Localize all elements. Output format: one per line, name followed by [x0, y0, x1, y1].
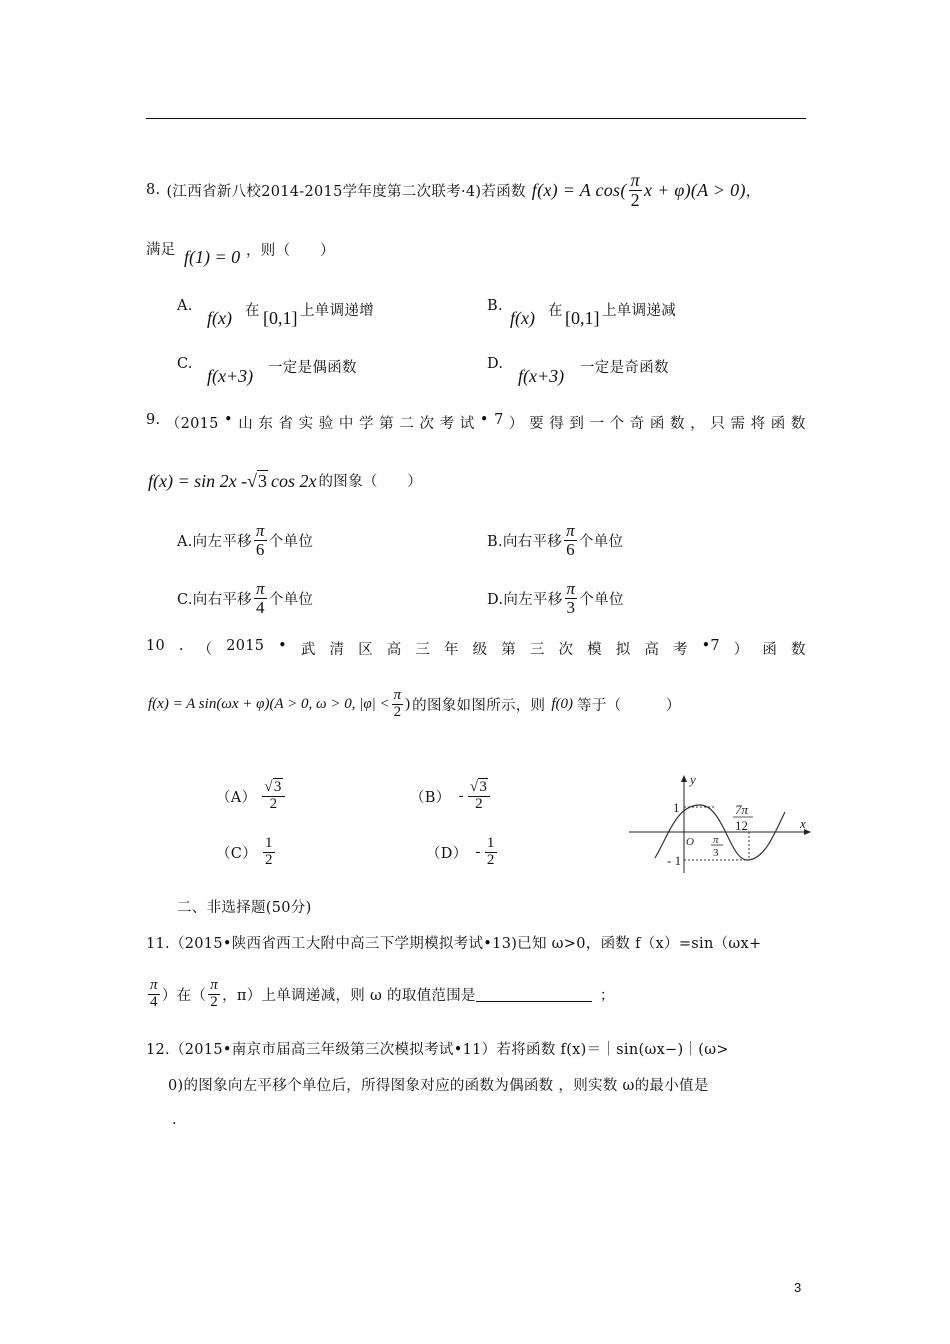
- q9-line1-char: 函: [770, 416, 786, 432]
- q9-sqrt-arg: 3: [258, 471, 268, 491]
- q10-line1: [146, 638, 806, 659]
- q10-opt-b-den: 2: [475, 795, 483, 812]
- q9-option-a: [177, 522, 313, 559]
- graph-tick2-den: 3: [713, 847, 719, 859]
- q9-func: f(x) = sin 2x -: [148, 470, 248, 491]
- q12-line2: 0)的图象向左平移个单位后，所得图象对应的函数为偶函数 ，则实数 ω的最小值是: [168, 1078, 709, 1094]
- q8-opt-a-func: f(x): [207, 308, 232, 328]
- q10-line1-char: 第: [501, 642, 517, 658]
- q8-option-c: [177, 356, 193, 372]
- graph-tick1-den: 12: [735, 818, 748, 833]
- q8-opt-a-zai: 在: [245, 303, 260, 319]
- q10-line1-char: （: [197, 642, 213, 658]
- q9-line1-char: ，: [690, 416, 705, 432]
- q10-opt-b-sign: -: [458, 787, 464, 804]
- q10-option-b: [410, 780, 492, 813]
- q10-opt-b-sqrt: 3: [479, 779, 488, 795]
- graph-y-arrow: [681, 775, 687, 782]
- q11-mid2: ，π）上单调递减，则 ω 的取值范围是: [222, 987, 476, 1004]
- q11-mid1: ）在（: [161, 987, 207, 1004]
- q8-func-rhs: x + φ)(A > 0): [643, 179, 746, 200]
- q10-opt-d-label: （D）: [426, 845, 468, 862]
- q9-line1-char: 二: [399, 416, 415, 432]
- q10-opt-a-label: （A）: [216, 789, 257, 806]
- q9-opt-b-pre: B.向右平移: [487, 533, 563, 550]
- q11-frac2-den: 2: [210, 993, 219, 1010]
- q10-line1-char: 高: [644, 642, 660, 658]
- q11-line1: 11.（2015•陕西省西工大附中高三下学期模拟考试•13)已知 ω>0，函数 f（x）=sin（ωx+: [146, 936, 762, 952]
- q10-line1-char: 拟: [615, 642, 631, 658]
- q10-func: f(x) = A sin(ωx + φ)(A > 0, ω > 0, |φ| <: [148, 695, 390, 712]
- q11-frac2: [208, 978, 220, 1011]
- q10-pi-over-2: [392, 688, 404, 721]
- q11-answer-blank[interactable]: [476, 987, 592, 1002]
- q10-line1-char: 三: [415, 642, 431, 658]
- q9-opt-a-pre: A.向左平移: [177, 533, 252, 550]
- q8-opt-b-text: 上单调递减: [602, 303, 676, 319]
- q10-opt-b-frac: [468, 780, 490, 813]
- q9-opt-a-den: 6: [255, 539, 265, 559]
- q8-opt-b-func: f(x): [510, 308, 535, 328]
- q9-line1-char: •: [479, 412, 489, 428]
- q8-line2: [146, 238, 176, 259]
- q10-line1-char: 函: [762, 642, 778, 658]
- q10-opt-c-den: 2: [265, 851, 273, 868]
- q9-line1-char: 将: [750, 416, 766, 432]
- q9-opt-d-den: 3: [566, 597, 576, 617]
- q9-line1-char: 个: [609, 416, 625, 432]
- q10-frac-num: π: [393, 687, 402, 703]
- q8-line1: [146, 168, 761, 212]
- q9-line1-char: 山: [238, 416, 253, 432]
- q9-opt-d-num: π: [566, 579, 576, 598]
- q9-line1-char: 第: [379, 416, 394, 432]
- q8-option-a: [177, 298, 193, 314]
- q9-opt-b-frac: [564, 522, 577, 559]
- q11-frac1-num: π: [150, 977, 158, 993]
- q9-line1-char: 只: [710, 416, 726, 432]
- graph-origin-label: O: [686, 836, 694, 848]
- q10-opt-b-num: √3: [468, 780, 490, 797]
- page-number: 3: [794, 1280, 802, 1295]
- q10-opt-a-den: 2: [269, 795, 278, 812]
- q9-line1-char: 考: [439, 416, 455, 432]
- q8-opt-d-label: D.: [487, 356, 504, 372]
- q10-line1-char: 区: [358, 642, 373, 658]
- q8-line2-b: ，则（ ）: [246, 243, 335, 259]
- q9-line1-char: 一: [589, 416, 605, 432]
- q8-option-d: [487, 356, 503, 372]
- q9-opt-a-num: π: [255, 521, 265, 540]
- q8-opt-c-label: C.: [177, 356, 193, 372]
- q9-line1-char: 数: [670, 416, 685, 432]
- q10-line1-char: •: [278, 638, 288, 654]
- q11-end: ；: [599, 987, 615, 1004]
- q9-opt-d-post: 个单位: [579, 591, 624, 608]
- q8-source: (江西省新八校2014-2015学年度第二次联考·4): [166, 183, 482, 200]
- q8-opt-d-func: f(x+3): [518, 366, 565, 386]
- q11-frac1-den: 4: [150, 993, 158, 1010]
- q9-option-d: [487, 580, 624, 617]
- q8-opt-d-text: 一定是奇函数: [580, 360, 669, 376]
- q11-line2: [146, 978, 615, 1011]
- q8-opt-c-func: f(x+3): [207, 366, 254, 386]
- q9-func-tail: cos 2x: [271, 470, 317, 491]
- q10-opt-c-frac: [263, 836, 275, 869]
- q10-tail2: 等于（ ）: [577, 697, 681, 714]
- q8-option-b: [487, 298, 503, 314]
- q9-line1-char: 次: [419, 416, 435, 432]
- q9-line1-char: 试: [459, 416, 475, 432]
- q10-line1-char: 模: [587, 642, 602, 658]
- q9-option-c: [177, 580, 313, 617]
- q10-line1-char: 三: [529, 642, 545, 658]
- q12-line1: 12.（2015•南京市届高三年级第三次模拟考试•11）若将函数 f(x)＝｜sin(ωx−)｜(ω>: [146, 1042, 729, 1058]
- q10-opt-a-frac: [262, 780, 284, 813]
- graph-tick1-num: 7π: [735, 802, 749, 817]
- q9-sqrt-sign: √: [247, 470, 258, 491]
- q9-function: [148, 470, 422, 492]
- q10-opt-c-label: （C）: [216, 845, 257, 862]
- q10-line1-char: 武: [300, 642, 316, 658]
- q9-opt-b-post: 个单位: [578, 533, 624, 550]
- q10-line1-char: 考: [672, 642, 688, 658]
- q8-stem: 若函数: [481, 183, 526, 200]
- q9-line1-char: （2015: [165, 416, 219, 432]
- graph-y-label: y: [690, 772, 696, 787]
- q9-line1-char: 要: [529, 416, 544, 432]
- q10-line1-char: 级: [472, 642, 488, 658]
- q9-line1-char: 实: [298, 416, 314, 432]
- q10-func-close: ): [405, 695, 411, 712]
- q9-opt-d-pre: D.向左平移: [487, 591, 563, 608]
- q9-line1-char: 省: [278, 416, 294, 432]
- q10-line1-char: 10: [146, 638, 166, 654]
- q10-line1-char: 年: [443, 642, 459, 658]
- q10-opt-d-frac: [485, 836, 497, 869]
- q9-opt-a-frac: [254, 522, 267, 559]
- q11-frac1: [148, 978, 160, 1011]
- q10-line1-char: 数: [791, 642, 806, 658]
- q9-opt-b-num: π: [566, 521, 575, 540]
- graph-y-bottom-label: - 1: [667, 853, 682, 868]
- q9-line1-char: ）: [508, 416, 524, 432]
- q9-opt-d-frac: [565, 580, 578, 617]
- q10-line1-char: •7: [701, 638, 720, 654]
- q10-option-d: [426, 836, 499, 869]
- q10-line1-char: .: [178, 638, 184, 654]
- q9-line1-char: 到: [569, 416, 585, 432]
- q9-line1-char: 中: [338, 416, 354, 432]
- q9-tail: 的图象（ ）: [318, 474, 423, 490]
- q9-line1-char: 学: [359, 416, 374, 432]
- q8-condition: f(1) = 0: [184, 247, 241, 267]
- q9-opt-a-post: 个单位: [268, 533, 314, 550]
- q9-line1-char: 奇: [629, 416, 645, 432]
- q9-opt-c-num: π: [256, 579, 265, 598]
- q9-option-b: [487, 522, 623, 559]
- q10-f0: f(0): [551, 695, 574, 712]
- q10-option-a: [216, 780, 287, 813]
- graph-tick2-num: π: [713, 834, 719, 846]
- q10-opt-d-sign: -: [475, 843, 481, 860]
- q8-number: 8.: [146, 182, 161, 198]
- q9-line1-char: 9.: [146, 412, 161, 428]
- q8-opt-a-interval: [0,1]: [263, 308, 298, 328]
- q10-opt-a-num: √3: [262, 780, 284, 797]
- q8-comma: ，: [745, 183, 761, 200]
- q9-opt-c-den: 4: [256, 597, 265, 617]
- q9-opt-c-post: 个单位: [268, 591, 314, 608]
- q9-line1-char: 验: [318, 416, 334, 432]
- q8-frac-num: π: [630, 169, 640, 190]
- q10-sine-graph: [625, 772, 815, 877]
- q8-opt-b-interval: [0,1]: [565, 308, 600, 328]
- q8-opt-b-zai: 在: [548, 303, 563, 319]
- q8-opt-b-label: B.: [487, 298, 503, 314]
- q10-opt-d-num: 1: [486, 835, 495, 851]
- q9-line1-char: 得: [549, 416, 565, 432]
- header-rule: [146, 118, 806, 119]
- q9-line1-char: 函: [649, 416, 665, 432]
- q8-func-lhs: f(x) = A cos(: [531, 179, 627, 200]
- q9-line1: [146, 412, 806, 433]
- q10-frac-den: 2: [393, 703, 402, 720]
- q12-line3: .: [172, 1112, 177, 1128]
- q10-opt-b-label: （B）: [410, 789, 451, 806]
- q9-opt-b-den: 6: [566, 539, 575, 559]
- q11-frac2-num: π: [210, 977, 219, 993]
- q9-opt-c-frac: [254, 580, 267, 617]
- q10-line1-char: 清: [329, 642, 345, 658]
- q9-line1-char: 东: [258, 416, 274, 432]
- q8-opt-a-label: A.: [177, 298, 193, 314]
- q9-line1-char: •: [224, 412, 233, 428]
- q10-line1-char: 2015: [226, 638, 265, 654]
- q9-opt-c-pre: C.向右平移: [177, 591, 252, 608]
- q10-tail: 的图象如图所示，则: [412, 697, 546, 714]
- section-2-heading: 二、非选择题(50分): [177, 900, 312, 916]
- q10-line1-char: ）: [733, 642, 749, 658]
- q8-opt-a-text: 上单调递增: [300, 303, 374, 319]
- q10-line1-char: 次: [558, 642, 574, 658]
- q9-line1-char: 数: [790, 416, 806, 432]
- q8-opt-c-text: 一定是偶函数: [268, 360, 357, 376]
- q10-opt-c-num: 1: [265, 835, 273, 851]
- q10-opt-a-sqrt: 3: [273, 779, 282, 795]
- q10-line1-char: 高: [386, 642, 402, 658]
- graph-x-label: x: [800, 816, 806, 831]
- q10-function: [148, 688, 681, 721]
- graph-y-top-label: 1: [673, 800, 680, 815]
- q8-frac-den: 2: [630, 189, 640, 210]
- q8-pi-over-2: [629, 171, 642, 210]
- q10-opt-d-den: 2: [486, 851, 495, 868]
- q10-option-c: [216, 836, 277, 869]
- q8-line2-a: 满足: [146, 242, 176, 258]
- q9-line1-char: 7: [494, 412, 504, 428]
- q9-line1-char: 需: [730, 416, 746, 432]
